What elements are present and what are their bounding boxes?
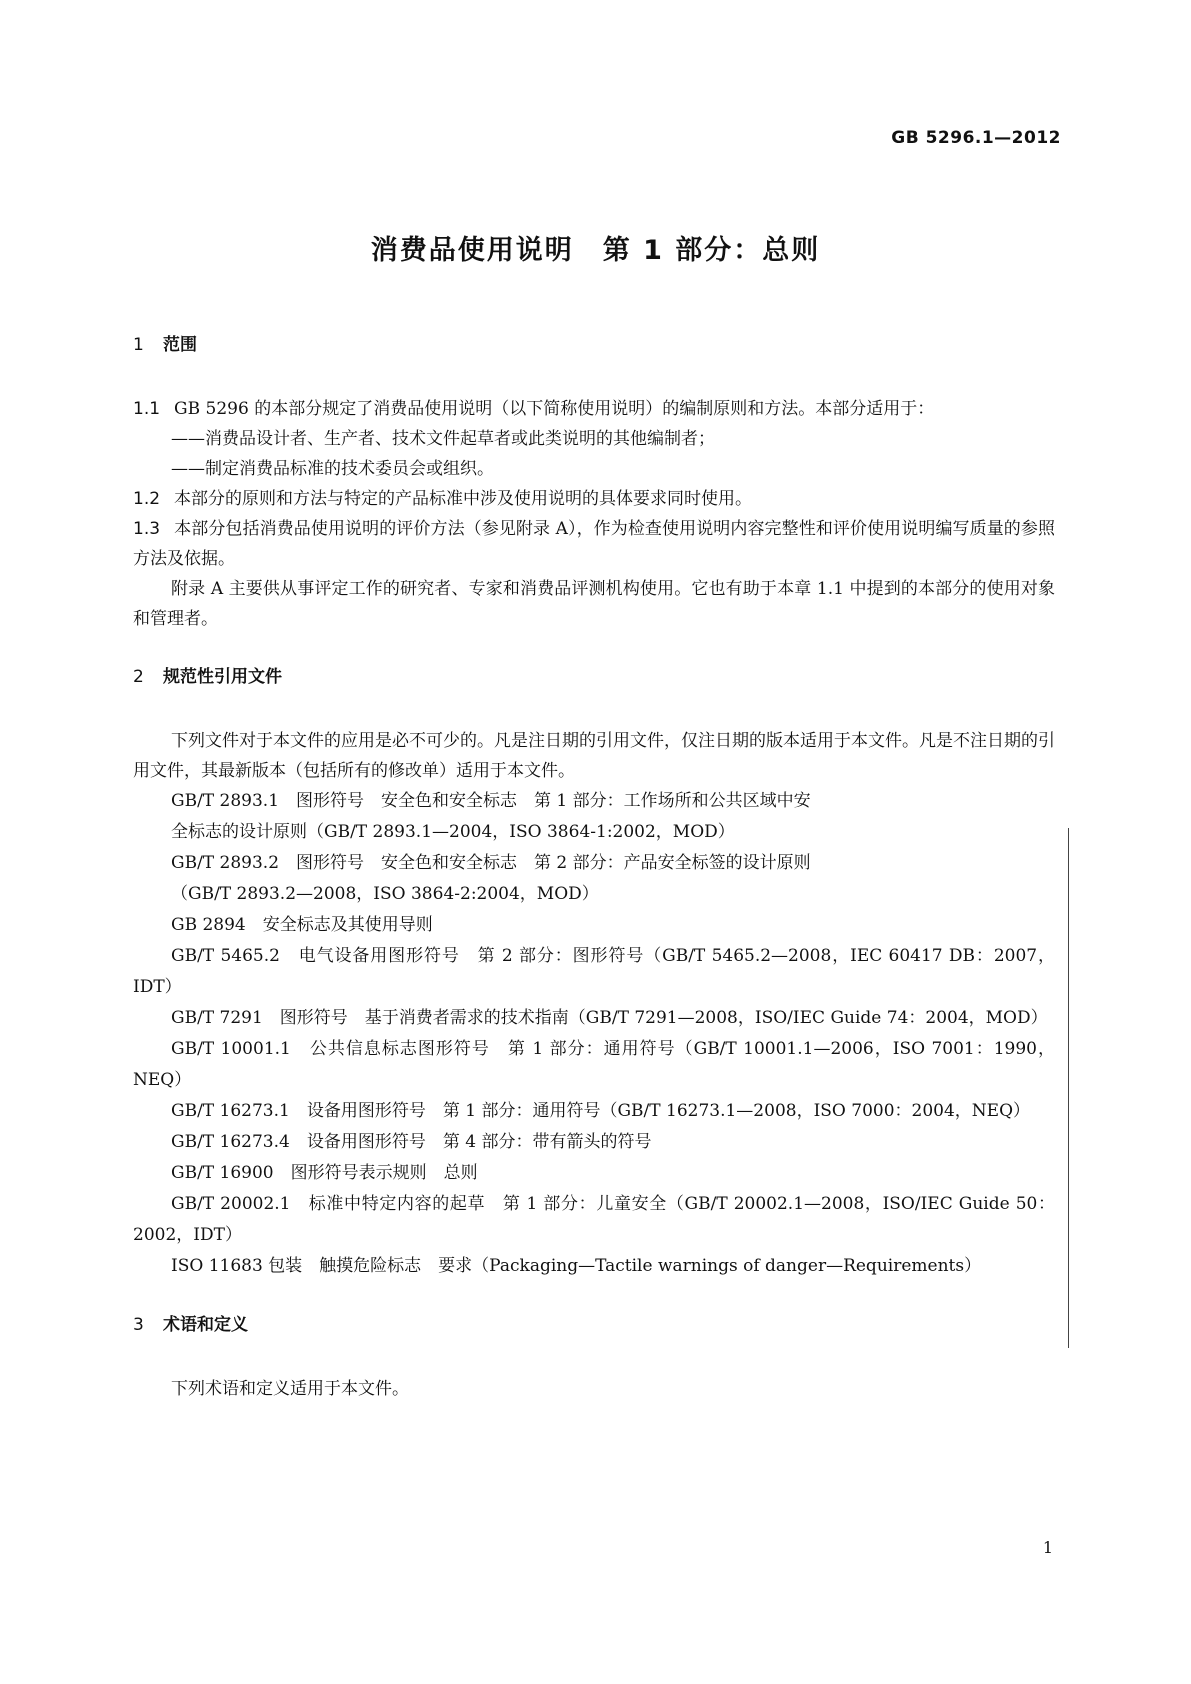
margin-change-bar (1068, 828, 1069, 1348)
reference-list (133, 786, 1055, 1282)
reference-item: GB/T 16900 图形符号表示规则 总则 (171, 1163, 478, 1183)
reference-item: GB/T 16273.4 设备用图形符号 第 4 部分：带有箭头的符号 (171, 1132, 652, 1152)
reference-item: GB/T 5465.2 电气设备用图形符号 第 2 部分：图形符号（GB/T 5465.2—2008，IEC 60417 DB：2007，IDT） (133, 946, 1055, 997)
reference-item: GB 2894 安全标志及其使用导则 (171, 915, 433, 935)
reference-item: GB/T 16273.1 设备用图形符号 第 1 部分：通用符号（GB/T 16273.1—2008，ISO 7000：2004，NEQ） (171, 1101, 1031, 1121)
section-2-heading (133, 664, 1055, 690)
references-intro: 下列文件对于本文件的应用是必不可少的。凡是注日期的引用文件，仅注日期的版本适用于本文件。凡是不注日期的引用文件，其最新版本（包括所有的修改单）适用于本文件。 (133, 731, 1055, 781)
clause-number: 1.3 (133, 519, 161, 539)
section-1-heading (133, 332, 1055, 358)
clause-number: 1.2 (133, 489, 161, 509)
reference-item: ISO 11683 包装 触摸危险标志 要求（Packaging—Tactile warnings of danger—Requirements） (171, 1256, 982, 1276)
reference-item: GB/T 2893.1 图形符号 安全色和安全标志 第 1 部分：工作场所和公共区域中安 (171, 791, 811, 811)
clause-1-1 (133, 394, 1055, 424)
clause-1-2 (133, 484, 1055, 514)
clause-text: 本部分包括消费品使用说明的评价方法（参见附录 A），作为检查使用说明内容完整性和评价使用说明编写质量的参照方法及依据。 (133, 519, 1055, 569)
section-number: 2 (133, 667, 144, 687)
section-3-heading (133, 1312, 1055, 1338)
dash-item: ——制定消费品标准的技术委员会或组织。 (171, 459, 494, 479)
clause-1-3 (133, 514, 1055, 574)
page-number: 1 (1042, 1538, 1053, 1557)
document-title: 消费品使用说明 第 1 部分：总则 (370, 235, 821, 266)
section-number: 1 (133, 335, 144, 355)
clause-text: 本部分的原则和方法与特定的产品标准中涉及使用说明的具体要求同时使用。 (174, 489, 753, 509)
section-title: 规范性引用文件 (163, 667, 282, 687)
section-title: 术语和定义 (163, 1315, 248, 1335)
reference-item: GB/T 2893.2 图形符号 安全色和安全标志 第 2 部分：产品安全标签的设计原则 (171, 853, 811, 873)
section-title: 范围 (163, 335, 197, 355)
clause-text: GB 5296 的本部分规定了消费品使用说明（以下简称使用说明）的编制原则和方法。本部分适用于： (174, 399, 935, 419)
annex-note: 附录 A 主要供从事评定工作的研究者、专家和消费品评测机构使用。它也有助于本章 1.1 中提到的本部分的使用对象和管理者。 (133, 579, 1055, 629)
reference-item: GB/T 20002.1 标准中特定内容的起草 第 1 部分：儿童安全（GB/T 20002.1—2008，ISO/IEC Guide 50：2002，IDT） (133, 1194, 1055, 1245)
standard-code: GB 5296.1—2012 (891, 128, 1061, 148)
reference-item: GB/T 7291 图形符号 基于消费者需求的技术指南（GB/T 7291—2008，ISO/IEC Guide 74：2004，MOD） (171, 1008, 1048, 1028)
clause-number: 1.1 (133, 399, 161, 419)
reference-item: GB/T 10001.1 公共信息标志图形符号 第 1 部分：通用符号（GB/T 10001.1—2006，ISO 7001：1990，NEQ） (133, 1039, 1055, 1090)
section-number: 3 (133, 1315, 144, 1335)
terms-intro: 下列术语和定义适用于本文件。 (171, 1379, 409, 1399)
document-body (133, 332, 1055, 1404)
reference-item-continuation: 全标志的设计原则（GB/T 2893.1—2004，ISO 3864-1:2002，MOD） (171, 822, 735, 842)
dash-item: ——消费品设计者、生产者、技术文件起草者或此类说明的其他编制者； (171, 429, 715, 449)
reference-item-continuation: （GB/T 2893.2—2008，ISO 3864-2:2004，MOD） (171, 884, 599, 904)
